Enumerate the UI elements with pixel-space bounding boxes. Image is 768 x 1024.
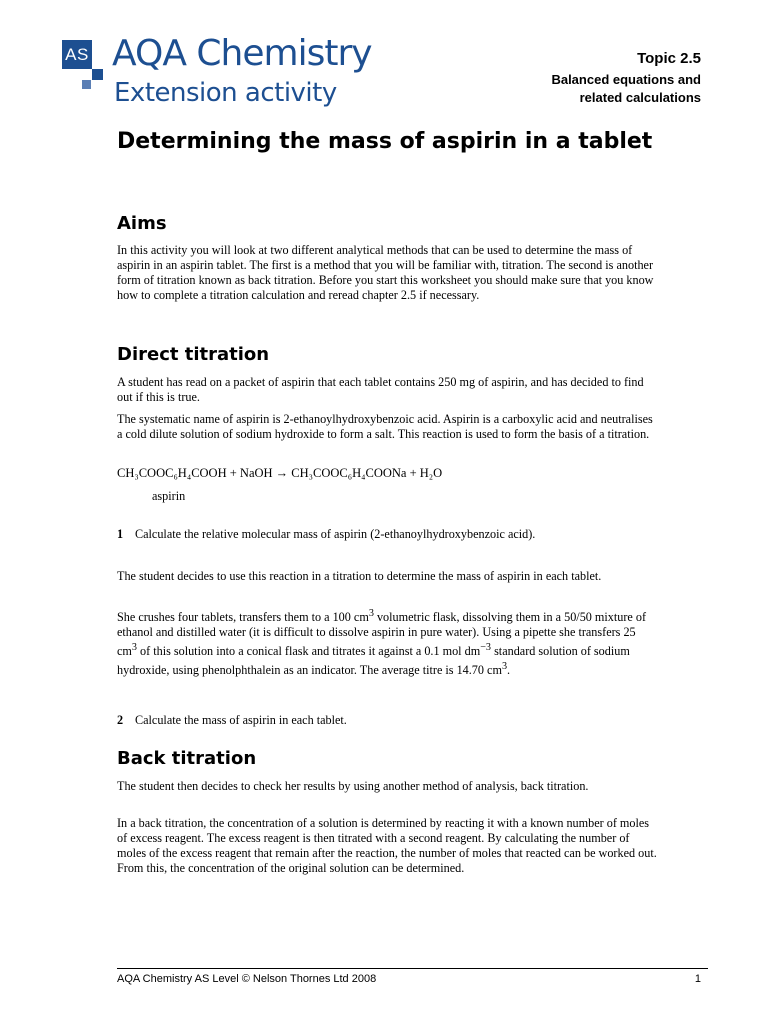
topic-description: [441, 71, 701, 107]
p4-sup-4: 3: [501, 661, 508, 673]
logo-square-decoration-small: [82, 80, 91, 89]
p4-sup-1: 3: [368, 608, 374, 619]
p4-part-d: standard solution of sodium hydroxide, using phenolphthalein as an indicator. The average titre is 14.70 cm: [117, 644, 630, 678]
page-number: 1: [694, 973, 701, 985]
question-2-number: 2: [117, 713, 124, 727]
equation-label: aspirin: [152, 489, 186, 503]
direct-titration-heading: Direct titration: [117, 344, 270, 365]
direct-paragraph-4: [117, 606, 657, 678]
footer-divider: [117, 968, 708, 969]
logo-square-decoration: [92, 69, 103, 80]
logo-title: AQA Chemistry: [112, 33, 372, 74]
page-title: Determining the mass of aspirin in a tablet: [117, 129, 653, 154]
footer-copyright: AQA Chemistry AS Level © Nelson Thornes Ltd 2008: [117, 973, 377, 985]
question-2-text: Calculate the mass of aspirin in each tablet.: [135, 713, 347, 727]
aims-paragraph: In this activity you will look at two different analytical methods that can be used to determine the mass of aspirin in an aspirin tablet. The first is a method that you will be familiar with, titration. The second is another form of titration known as back titration. Before you start this worksheet you should make sure that you know how to complete a titration calculation and reread chapter 2.5 if necessary.: [117, 243, 654, 302]
question-1-number: 1: [117, 527, 124, 541]
direct-paragraph-1: A student has read on a packet of aspirin that each tablet contains 250 mg of aspirin, and has decided to find out if this is true.: [117, 375, 644, 404]
topic-number: Topic 2.5: [637, 50, 701, 67]
as-badge: AS: [62, 40, 92, 69]
direct-paragraph-2: The systematic name of aspirin is 2-ethanoylhydroxybenzoic acid. Aspirin is a carboxylic acid and neutralises a cold dilute solution of sodium hydroxide to form a salt. This reaction is used to form the basis of a titration.: [117, 412, 653, 441]
p4-part-b: volumetric flask, dissolving them in a 50/50 mixture of ethanol and distilled water (it is difficult to dissolve aspirin in pure water). Using a pipette she transfers 25 cm: [117, 610, 647, 659]
aims-heading: Aims: [117, 213, 167, 234]
question-1: [117, 527, 657, 542]
question-2: [117, 713, 657, 728]
p4-sup-3: −3: [480, 642, 492, 654]
back-titration-heading: Back titration: [117, 748, 257, 769]
back-paragraph-2: In a back titration, the concentration of a solution is determined by reacting it with a known number of moles of excess reagent. The excess reagent is then titrated with a second reagent. By calculating the number of moles of the excess reagent that remain after the reaction, the number of moles that reacted can be worked out. From this, the concentration of the original solution can be determined.: [117, 816, 657, 875]
p4-sup-2: 3: [131, 642, 137, 654]
p4-part-e: .: [507, 663, 511, 678]
direct-paragraph-3: The student decides to use this reaction in a titration to determine the mass of aspirin in each tablet.: [117, 569, 602, 583]
logo-subtitle: Extension activity: [114, 78, 337, 108]
p4-part-a: She crushes four tablets, transfers them to a 100 cm: [117, 610, 369, 625]
topic-description-line1: Balanced equations and: [551, 72, 701, 87]
p4-part-c: of this solution into a conical flask and titrates it against a 0.1 mol dm: [136, 644, 481, 659]
topic-description-line2: related calculations: [579, 90, 701, 105]
question-1-text: Calculate the relative molecular mass of aspirin (2-ethanoylhydroxybenzoic acid).: [135, 527, 536, 541]
chemical-equation: CH₃COOC₆H₄COOH + NaOH → CH₃COOC₆H₄COONa + H₂O: [117, 466, 443, 480]
back-paragraph-1: The student then decides to check her results by using another method of analysis, back titration.: [117, 779, 589, 793]
